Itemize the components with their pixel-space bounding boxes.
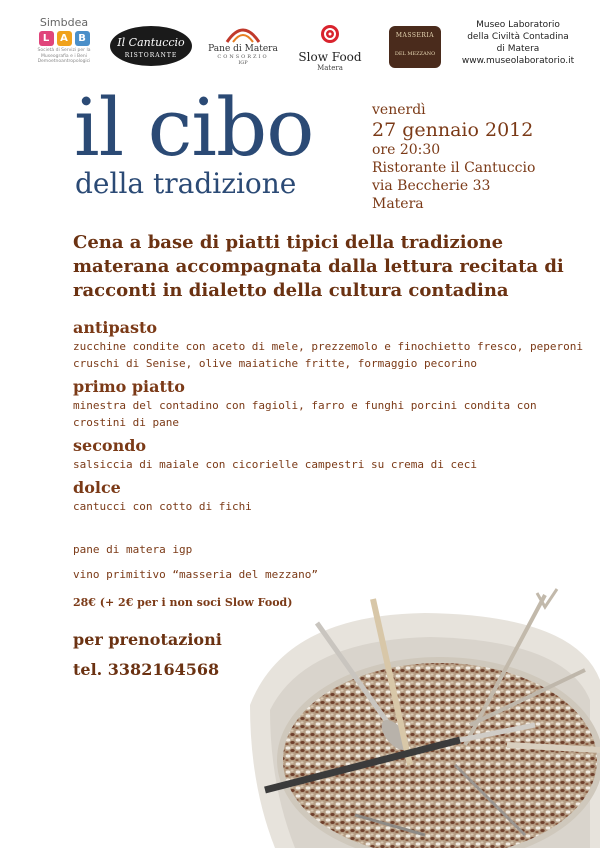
event-time: ore 20:30 bbox=[372, 142, 441, 158]
museo-laboratorio-info bbox=[448, 19, 588, 67]
booking-phone[interactable]: tel. 3382164568 bbox=[73, 660, 220, 679]
event-venue: Ristorante il Cantuccio bbox=[372, 160, 536, 176]
lab-letter-b: B bbox=[75, 31, 90, 46]
museo-line-1: Museo Laboratorio bbox=[476, 20, 560, 30]
wine-note: vino primitivo “masseria del mezzano” bbox=[73, 568, 319, 581]
course-title: dolce bbox=[73, 478, 121, 497]
course-dish: salsiccia di maiale con cicorielle campestri su crema di ceci bbox=[73, 458, 477, 471]
slowfood-city: Matera bbox=[317, 64, 343, 72]
poster-subtitle: della tradizione bbox=[75, 167, 297, 200]
simbdea-lab-logo bbox=[30, 16, 98, 65]
event-city: Matera bbox=[372, 196, 424, 212]
booking-label: per prenotazioni bbox=[73, 630, 222, 649]
cantuccio-name: Il Cantuccio bbox=[117, 36, 185, 49]
course-dish: zucchine condite con aceto di mele, prezzemolo e finochietto fresco, peperoni cruschi di Senise, olive maiatiche fritte, formaggio pecorino bbox=[73, 340, 583, 370]
snail-icon bbox=[318, 24, 342, 44]
course-title: antipasto bbox=[73, 318, 158, 337]
museo-url[interactable]: www.museolaboratorio.it bbox=[461, 56, 575, 66]
menu-item-secondo bbox=[73, 436, 593, 473]
event-date: 27 gennaio 2012 bbox=[372, 119, 534, 141]
pane-name: Pane di Matera bbox=[208, 44, 278, 54]
course-dish: cantucci con cotto di fichi bbox=[73, 500, 252, 513]
museo-line-3: di Matera bbox=[496, 44, 540, 54]
slow-food-logo bbox=[292, 24, 368, 72]
lab-letter-a: A bbox=[57, 31, 72, 46]
menu bbox=[73, 318, 593, 520]
menu-item-dolce bbox=[73, 478, 593, 515]
lab-letter-l: L bbox=[39, 31, 54, 46]
menu-item-antipasto bbox=[73, 318, 593, 372]
course-title: primo piatto bbox=[73, 377, 185, 396]
simbdea-subtitle: Società di Servizi per la Museografia e i Beni Demoetnoantropologici bbox=[37, 48, 91, 64]
masseria-bottom: DEL MEZZANO bbox=[394, 51, 436, 57]
cantuccio-subtitle: RISTORANTE bbox=[124, 52, 178, 59]
cantuccio-logo bbox=[110, 26, 192, 66]
event-description: Cena a base di piatti tipici della tradizione materana accompagnata dalla lettura recitata di racconti in dialetto della cultura contadina bbox=[73, 232, 564, 301]
lab-letters bbox=[30, 31, 98, 46]
bread-note: pane di matera igp bbox=[73, 543, 193, 556]
pane-igp: IGP bbox=[238, 60, 248, 66]
booking-info bbox=[73, 625, 222, 685]
event-address: via Beccherie 33 bbox=[372, 178, 491, 194]
pane-consorzio: CONSORZIO bbox=[217, 54, 269, 60]
bean-bowl-image bbox=[245, 585, 600, 848]
course-title: secondo bbox=[73, 436, 147, 455]
slowfood-name: Slow Food bbox=[298, 50, 362, 64]
menu-item-primo bbox=[73, 377, 593, 431]
masseria-del-mezzano-logo bbox=[389, 26, 441, 68]
course-dish: minestra del contadino con fagioli, farro e funghi porcini condita con crostini di pane bbox=[73, 399, 537, 429]
museo-line-2: della Civiltà Contadina bbox=[467, 32, 569, 42]
price: 28€ (+ 2€ per i non soci Slow Food) bbox=[73, 596, 293, 609]
event-day: venerdì bbox=[372, 102, 426, 118]
simbdea-name: Simbdea bbox=[39, 16, 89, 29]
poster-title: il cibo bbox=[74, 81, 314, 174]
bread-mark-icon bbox=[223, 22, 263, 44]
masseria-top: MASSERIA bbox=[395, 32, 435, 39]
event-details bbox=[372, 101, 535, 213]
pane-di-matera-logo bbox=[200, 22, 286, 66]
